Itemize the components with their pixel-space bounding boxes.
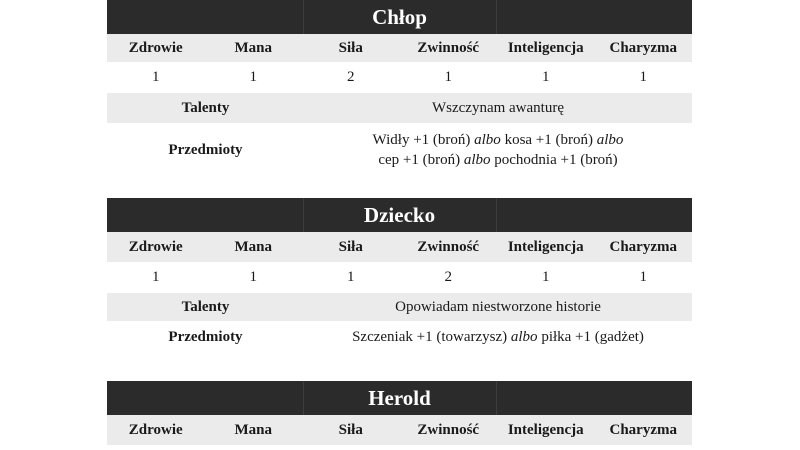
header-charyzma: Charyzma xyxy=(609,39,677,56)
header-zwinnosc: Zwinność xyxy=(417,421,480,438)
header-mana: Mana xyxy=(234,421,272,438)
stat-charyzma: 1 xyxy=(639,269,647,285)
class-title: Dziecko xyxy=(363,203,436,227)
talents-label: Talenty xyxy=(181,99,230,116)
items-label: Przedmioty xyxy=(168,328,243,345)
header-charyzma: Charyzma xyxy=(609,421,677,438)
talent-value: Opowiadam niestworzone historie xyxy=(395,299,601,315)
stats-header-row xyxy=(107,34,692,62)
items-connector: albo xyxy=(474,132,501,148)
header-mana: Mana xyxy=(234,39,272,56)
header-sila: Siła xyxy=(338,238,363,255)
stat-sila: 1 xyxy=(347,269,355,285)
header-zdrowie: Zdrowie xyxy=(128,238,183,255)
stat-zwinnosc: 2 xyxy=(444,269,452,285)
talent-value: Wszczynam awanturę xyxy=(431,100,564,116)
class-title-row xyxy=(107,381,692,415)
talents-row xyxy=(107,293,692,321)
header-inteligencja: Inteligencja xyxy=(507,421,584,438)
stats-values-row xyxy=(107,62,692,93)
stat-mana: 1 xyxy=(249,269,257,285)
items-row xyxy=(107,321,692,353)
stat-zdrowie: 1 xyxy=(152,269,160,285)
header-inteligencja: Inteligencja xyxy=(507,39,584,56)
stats-header-row xyxy=(107,232,692,262)
header-zwinnosc: Zwinność xyxy=(417,238,480,255)
stat-inteligencja: 1 xyxy=(542,269,550,285)
items-connector: albo xyxy=(510,329,538,345)
items-connector: albo xyxy=(463,152,491,168)
class-table-dziecko xyxy=(107,198,692,353)
items-row xyxy=(107,123,692,177)
class-title: Herold xyxy=(368,386,431,410)
class-title-row xyxy=(107,0,692,34)
stat-mana: 1 xyxy=(249,69,257,85)
items-text: cep +1 (broń) xyxy=(378,152,464,168)
talents-row xyxy=(107,93,692,123)
header-sila: Siła xyxy=(338,421,363,438)
stat-zwinnosc: 1 xyxy=(444,69,452,85)
stats-header-row xyxy=(107,415,692,445)
header-charyzma: Charyzma xyxy=(609,238,677,255)
items-label: Przedmioty xyxy=(168,141,243,158)
items-text: piłka +1 (gadżet) xyxy=(537,329,644,345)
header-sila: Siła xyxy=(338,39,363,56)
class-table-herold xyxy=(107,381,692,445)
items-value xyxy=(304,130,692,170)
class-title-row xyxy=(107,198,692,232)
header-zwinnosc: Zwinność xyxy=(417,39,480,56)
items-connector: albo xyxy=(596,132,624,148)
header-mana: Mana xyxy=(234,238,272,255)
header-inteligencja: Inteligencja xyxy=(507,238,584,255)
stat-charyzma: 1 xyxy=(639,69,647,85)
talents-label: Talenty xyxy=(181,298,230,315)
stat-inteligencja: 1 xyxy=(542,69,550,85)
stat-sila: 2 xyxy=(347,69,355,85)
stats-values-row xyxy=(107,262,692,293)
class-title: Chłop xyxy=(372,5,427,29)
items-text: pochodnia +1 (broń) xyxy=(490,152,618,168)
stat-zdrowie: 1 xyxy=(152,69,160,85)
header-zdrowie: Zdrowie xyxy=(128,421,183,438)
items-text: Szczeniak +1 (towarzysz) xyxy=(352,329,511,345)
header-zdrowie: Zdrowie xyxy=(128,39,183,56)
items-text: Widły +1 (broń) xyxy=(372,132,475,148)
items-value xyxy=(304,327,692,347)
items-text: kosa +1 (broń) xyxy=(500,132,597,148)
class-table-chlop xyxy=(107,0,692,177)
